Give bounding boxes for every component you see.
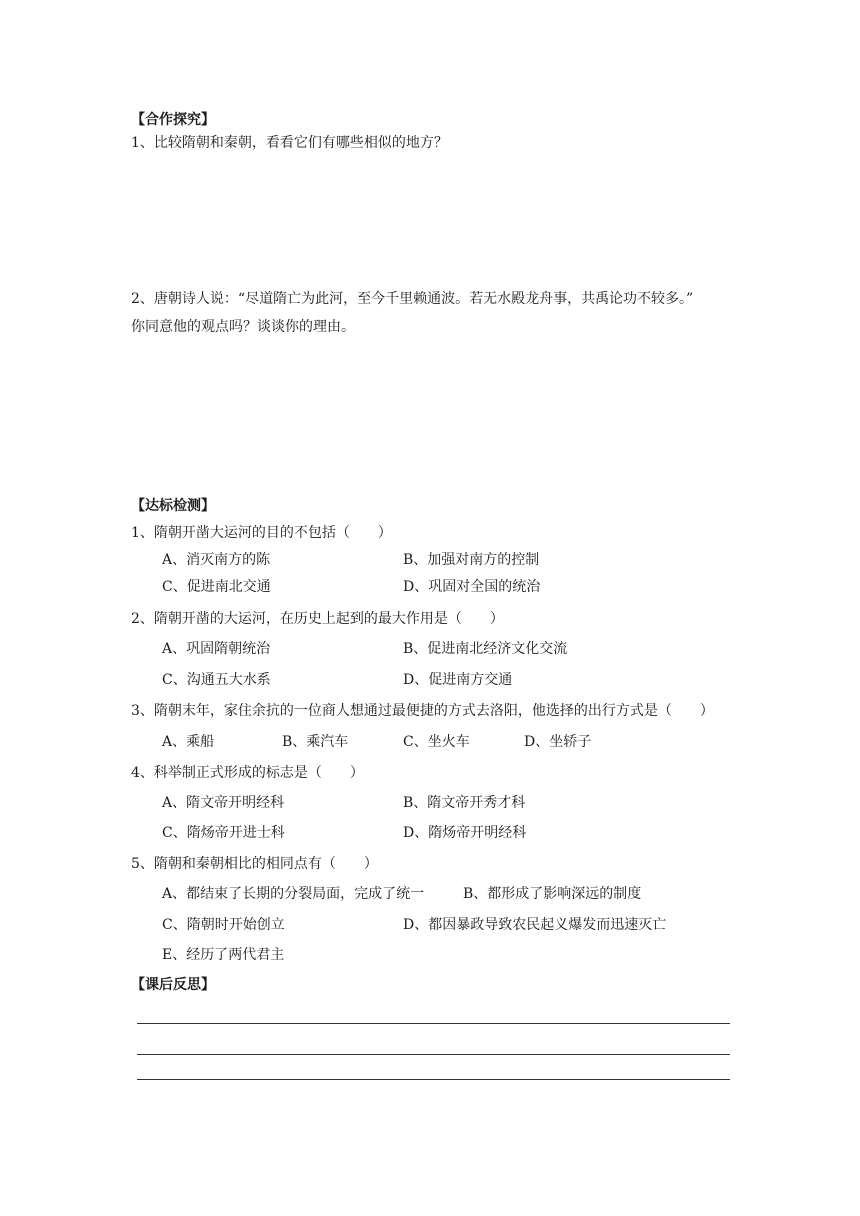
reflect-line-2 bbox=[137, 1054, 730, 1055]
test-question-5-stem: 5、隋朝和秦朝相比的相同点有（ ） bbox=[131, 856, 378, 872]
test-question-1-option-d: D、巩固对全国的统治 bbox=[403, 579, 541, 595]
test-question-2-stem: 2、隋朝开凿的大运河，在历史上起到的最大作用是（ ） bbox=[131, 611, 504, 627]
test-question-5-option-a: A、都结束了长期的分裂局面，完成了统一 bbox=[162, 886, 425, 902]
test-question-4-stem: 4、科举制正式形成的标志是（ ） bbox=[131, 765, 364, 781]
reflect-line-3 bbox=[137, 1079, 730, 1080]
test-question-3-option-c: C、坐火车 bbox=[403, 734, 470, 750]
reflect-heading: 【课后反思】 bbox=[131, 977, 215, 993]
test-question-4-option-c: C、隋炀帝开进士科 bbox=[162, 825, 285, 841]
test-question-4-option-d: D、隋炀帝开明经科 bbox=[403, 825, 527, 841]
test-heading: 【达标检测】 bbox=[131, 498, 215, 514]
reflect-line-1 bbox=[137, 1023, 730, 1024]
test-question-5-option-e: E、经历了两代君主 bbox=[162, 947, 285, 963]
test-question-3-option-d: D、坐轿子 bbox=[524, 734, 592, 750]
test-question-3-option-a: A、乘船 bbox=[162, 734, 215, 750]
test-question-1-option-a: A、消灭南方的陈 bbox=[162, 552, 271, 568]
test-question-2-option-a: A、巩固隋朝统治 bbox=[162, 641, 271, 657]
test-question-3-stem: 3、隋朝末年，家住余抗的一位商人想通过最便捷的方式去洛阳，他选择的出行方式是（ ） bbox=[131, 703, 714, 719]
test-question-2-option-b: B、促进南北经济文化交流 bbox=[403, 641, 568, 657]
test-question-5-option-c: C、隋朝时开始创立 bbox=[162, 917, 285, 933]
test-question-3-option-b: B、乘汽车 bbox=[282, 734, 349, 750]
test-question-5-option-b: B、都形成了影响深远的制度 bbox=[463, 886, 642, 902]
cooperate-question-1: 1、比较隋朝和秦朝，看看它们有哪些相似的地方？ bbox=[131, 135, 448, 151]
test-question-2-option-c: C、沟通五大水系 bbox=[162, 672, 271, 688]
test-question-1-option-b: B、加强对南方的控制 bbox=[403, 552, 540, 568]
test-question-5-option-d: D、都因暴政导致农民起义爆发而迅速灭亡 bbox=[403, 917, 667, 933]
test-question-2-option-d: D、促进南方交通 bbox=[403, 672, 513, 688]
cooperate-question-2-line-1: 2、唐朝诗人说：“尽道隋亡为此河，至今千里赖通波。若无水殿龙舟事，共禹论功不较多。” bbox=[131, 291, 694, 307]
test-question-4-option-a: A、隋文帝开明经科 bbox=[162, 795, 285, 811]
cooperate-heading: 【合作探究】 bbox=[131, 112, 215, 128]
cooperate-question-2-line-2: 你同意他的观点吗？谈谈你的理由。 bbox=[131, 319, 355, 335]
test-question-1-stem: 1、隋朝开凿大运河的目的不包括（ ） bbox=[131, 525, 392, 541]
test-question-1-option-c: C、促进南北交通 bbox=[162, 579, 271, 595]
test-question-4-option-b: B、隋文帝开秀才科 bbox=[403, 795, 526, 811]
